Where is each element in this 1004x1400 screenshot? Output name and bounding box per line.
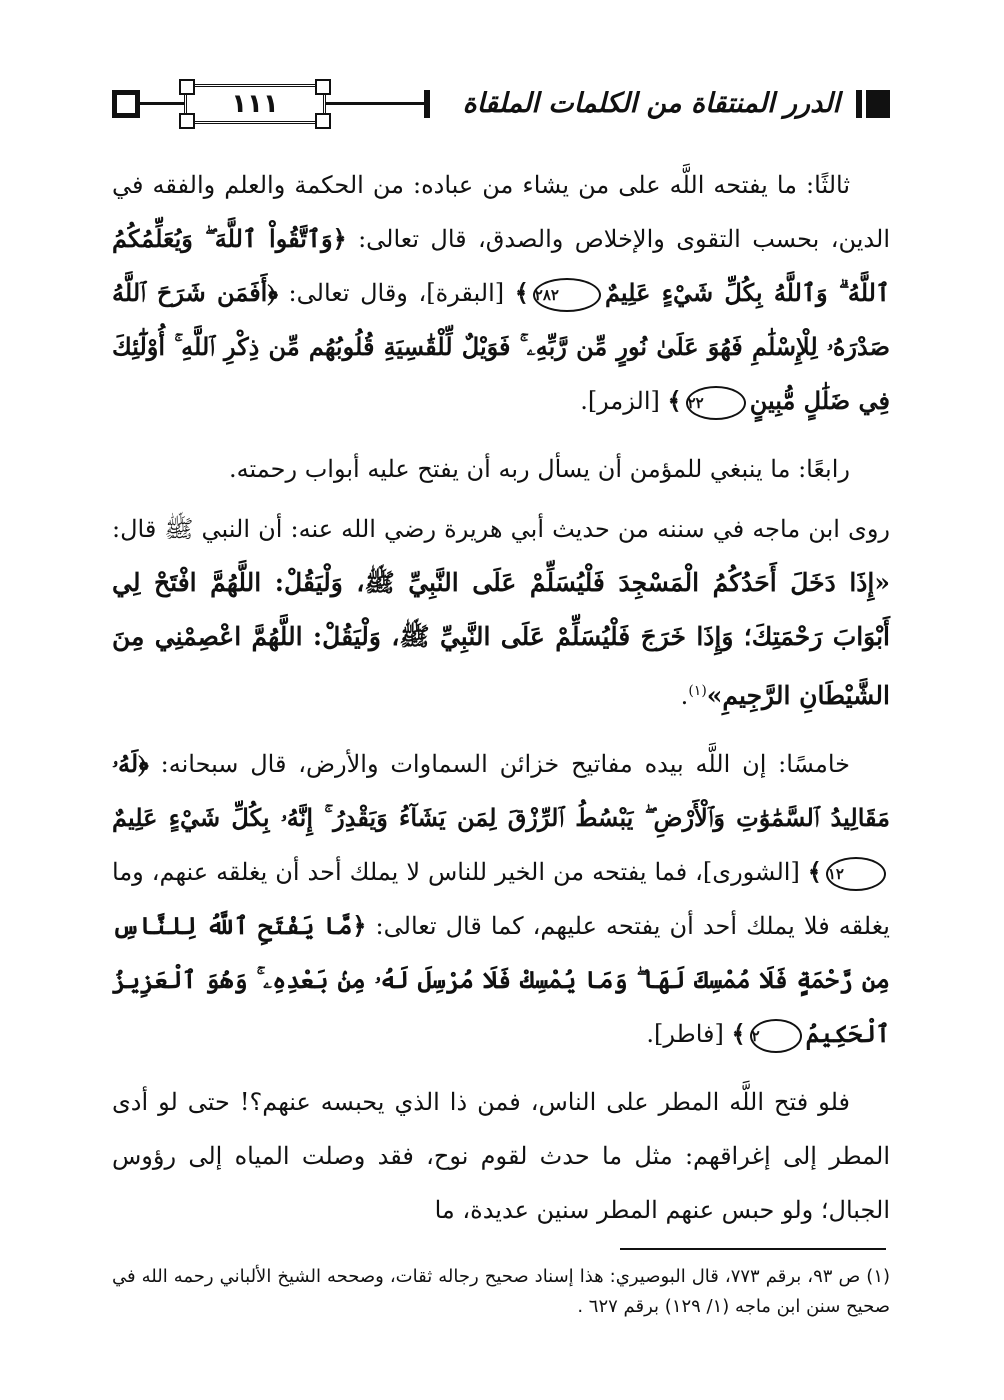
- paragraph-text: وقال تعالى:: [288, 279, 408, 307]
- header-middle-line: [326, 102, 426, 105]
- surah-reference: [الزمر].: [580, 387, 660, 415]
- quran-verse: ﴿لَهُۥ مَقَالِيدُ ٱلسَّمَٰوَٰتِ وَٱلْأَرْضِ ۖ يَبْسُطُ ٱلرِّزْقَ لِمَن يَشَآءُ وَيَقْدِرُ ۚ إِنَّهُۥ بِكُلِّ شَيْءٍ عَلِيمٌ: [112, 749, 890, 832]
- page-header: [112, 78, 890, 130]
- book-title: الدرر المنتقاة من الكلمات الملقاة: [451, 82, 852, 126]
- page-number-frame: [184, 84, 326, 124]
- paragraph-third: [112, 158, 890, 428]
- paragraph-text: ثالثًا: ما يفتحه اللَّه على من يشاء من عباده: من الحكمة والعلم والفقه في الدين، بحسب التقوى والإخلاص والصدق، قال تعالى:: [112, 171, 890, 253]
- surah-reference: [الشورى]،: [695, 858, 800, 886]
- paragraph-fourth: [112, 442, 890, 496]
- ayah-number-marker: ١٢: [826, 857, 886, 891]
- ayah-number-marker: ٢٢: [686, 386, 746, 420]
- paragraph-fifth: [112, 737, 890, 1061]
- hadith-end: .: [680, 682, 689, 710]
- surah-reference: [فاطر].: [646, 1020, 724, 1048]
- footnote-separator: [620, 1248, 886, 1250]
- quran-verse: ﴿أَفَمَن شَرَحَ ٱللَّهُ صَدْرَهُۥ لِلْإِسْلَٰمِ فَهُوَ عَلَىٰ نُورٍ مِّن رَّبِّهِۦ ۚ فَوَيْلٌ لِّلْقَٰسِيَةِ قُلُوبُهُم مِّن ذِكْرِ ٱللَّهِ ۚ أُوْلَٰٓئِكَ فِي ضَلَٰلٍ مُّبِينٍ: [112, 278, 890, 415]
- header-middle-bar: [424, 90, 430, 118]
- ayah-number-marker: ٢: [750, 1019, 802, 1053]
- paragraph-text: فما يفتحه من الخير للناس لا يملك أحد أن يغلقه عنهم، وما يغلقه فلا يملك أحد أن يفتحه عليهم، كما قال تعالى:: [112, 858, 890, 940]
- footnote: (١) ص ٩٣، برقم ٧٧٣، قال البوصيري: هذا إسناد صحيح رجاله ثقات، وصححه الشيخ الألباني رحمه الله في صحيح سنن ابن ماجه (١/ ١٢٩) برقم ٦٢٧ .: [112, 1266, 891, 1317]
- header-right-bar: [856, 90, 862, 118]
- quran-verse: ﴿وَٱتَّقُواْ ٱللَّهَ ۖ وَيُعَلِّمُكُمُ ٱللَّهُ ۗ وَٱللَّهُ بِكُلِّ شَيْءٍ عَلِيمٌ: [112, 224, 891, 307]
- paragraph-text: فلو فتح اللَّه المطر على الناس، فمن ذا الذي يحبسه عنهم؟! حتى لو أدى المطر إلى إغراقهم: مثل ما حدث لقوم نوح، فقد وصلت المياه إلى رؤوس الجبال؛ ولو حبس عنهم المطر سنين عديدة، ما: [112, 1088, 890, 1224]
- hadith-intro: روى ابن ماجه في سننه من حديث أبي هريرة رضي الله عنه: أن النبي ﷺ قال:: [112, 515, 890, 543]
- quran-close-bracket: ﴾: [514, 278, 529, 307]
- paragraph-text: خامسًا: إن اللَّه بيده مفاتيح خزائن السماوات والأرض، قال سبحانه:: [160, 750, 850, 778]
- hadith-text: «إِذَا دَخَلَ أَحَدُكُمُ الْمَسْجِدَ فَلْيُسَلِّمْ عَلَى النَّبِيِّ ﷺ، وَلْيَقُلْ: اللَّهُمَّ افْتَحْ لِي أَبْوَابَ رَحْمَتِكَ؛ وَإِذَا خَرَجَ فَلْيُسَلِّمْ عَلَى النَّبِيِّ ﷺ، وَلْيَقُلْ: اللَّهُمَّ اعْصِمْنِي مِنَ الشَّيْطَانِ الرَّجِيمِ»: [112, 568, 890, 710]
- header-left-square: [112, 90, 140, 118]
- hadith-paragraph: [112, 502, 890, 723]
- quran-close-bracket: ﴾: [667, 386, 682, 415]
- ayah-number-marker: ٢٨٢: [533, 278, 601, 312]
- quran-close-bracket: ﴾: [731, 1019, 746, 1048]
- quran-verse: ﴿مَّا يَفْتَحِ ٱللَّهُ لِلنَّاسِ مِن رَّحْمَةٍ فَلَا مُمْسِكَ لَهَا ۖ وَمَا يُمْسِكْ فَلَا مُرْسِلَ لَهُۥ مِنۢ بَعْدِهِۦ ۚ وَهُوَ ٱلْعَزِيزُ ٱلْحَكِيمُ: [112, 911, 890, 1048]
- footnote-marker[interactable]: (١): [688, 683, 707, 699]
- paragraph-text: رابعًا: ما ينبغي للمؤمن أن يسأل ربه أن يفتح عليه أبواب رحمته.: [229, 455, 850, 483]
- main-text: [112, 158, 890, 1243]
- quran-close-bracket: ﴾: [807, 857, 822, 886]
- header-left-line: [140, 102, 186, 105]
- paragraph-rain: [112, 1075, 890, 1237]
- surah-reference: [البقرة]،: [418, 279, 505, 307]
- page-number: ١١١: [231, 89, 279, 119]
- header-right-square: [866, 90, 890, 118]
